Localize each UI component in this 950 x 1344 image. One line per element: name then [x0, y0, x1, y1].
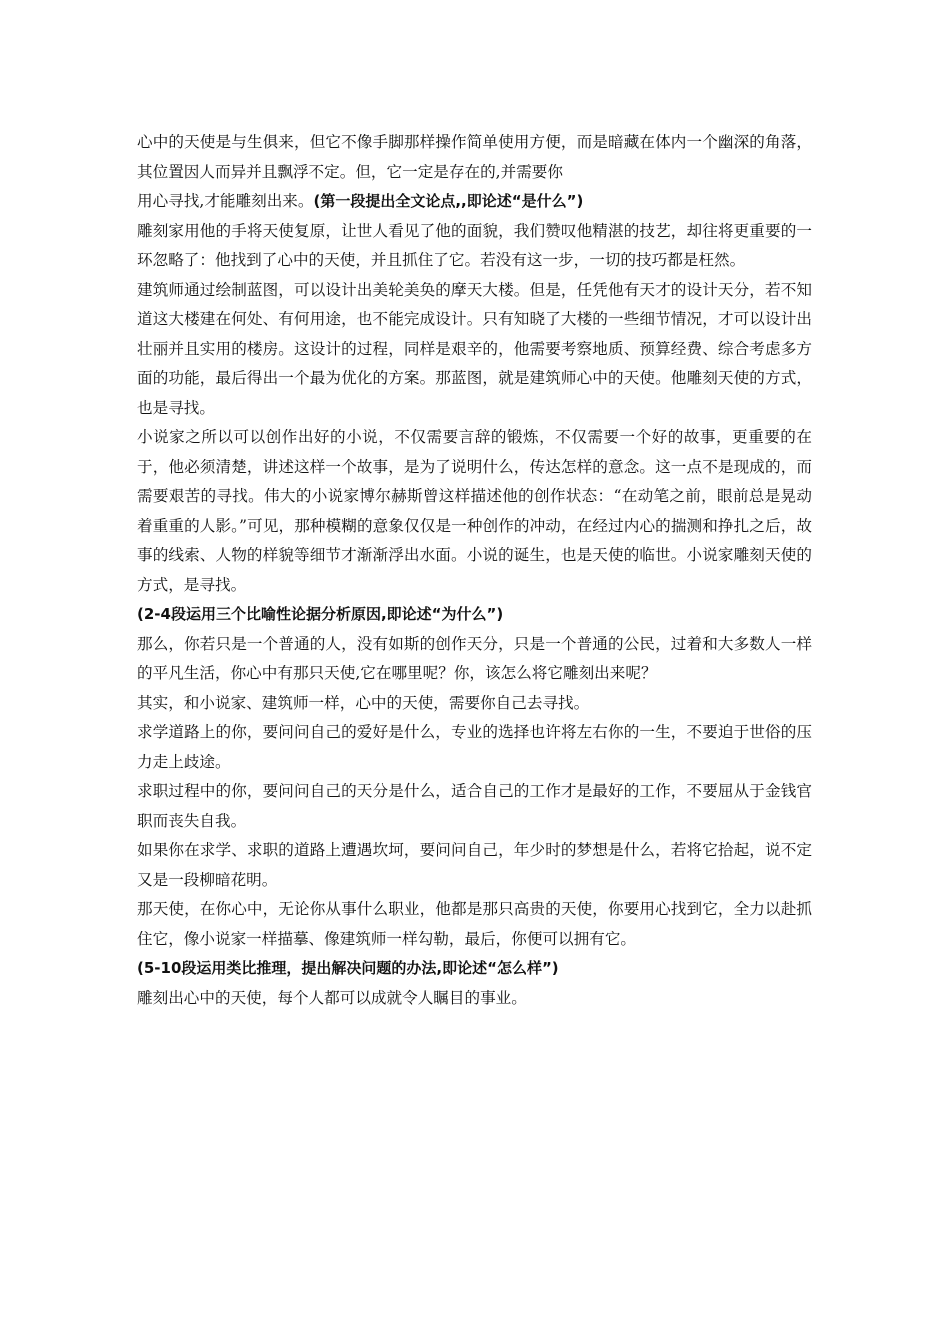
paragraph-3-text: 建筑师通过绘制蓝图，可以设计出美轮美奂的摩天大楼。但是，任凭他有天才的设计天分，若不知道这大楼建在何处、有何用途，也不能完成设计。只有知晓了大楼的一些细节情况，才可以设计出壮丽并且实用的楼房。这设计的过程，同样是艰辛的，他需要考察地质、预算经费、综合考虑多方面的功能，最后得出一个最为优化的方案。那蓝图，就是建筑师心中的天使。他雕刻天使的方式，也是寻找。: [137, 280, 812, 417]
annotation-5-10: [137, 954, 812, 984]
paragraph-5: [137, 630, 812, 689]
paragraph-5-text: 那么，你若只是一个普通的人，没有如斯的创作天分，只是一个普通的公民，过着和大多数人一样的平凡生活，你心中有那只天使,它在哪里呢？你，该怎么将它雕刻出来呢？: [137, 634, 812, 682]
paragraph-1-annotation: (第一段提出全文论点,,即论述“是什么”): [313, 192, 584, 210]
paragraph-1-text: 心中的天使是与生俱来，但它不像手脚那样操作简单使用方便，而是暗藏在体内一个幽深的角落，其位置因人而异并且飘浮不定。但，它一定是存在的,并需要你 用心寻找,才能雕刻出来。: [137, 133, 812, 210]
paragraph-9-text: 如果你在求学、求职的道路上遭遇坎坷，要问问自己，年少时的梦想是什么，若将它拾起，说不定又是一段柳暗花明。: [137, 841, 812, 889]
paragraph-8-text: 求职过程中的你，要问问自己的天分是什么，适合自己的工作才是最好的工作，不要屈从于金钱官职而丧失自我。: [137, 782, 812, 830]
paragraph-10: [137, 895, 812, 954]
paragraph-7: [137, 718, 812, 777]
paragraph-3: [137, 276, 812, 424]
paragraph-conclusion: [137, 984, 812, 1014]
paragraph-8: [137, 777, 812, 836]
paragraph-4-text: 小说家之所以可以创作出好的小说，不仅需要言辞的锻炼，不仅需要一个好的故事，更重要的在于，他必须清楚，讲述这样一个故事，是为了说明什么，传达怎样的意念。这一点不是现成的，而需要艰苦的寻找。伟大的小说家博尔赫斯曾这样描述他的创作状态：“在动笔之前，眼前总是晃动着重重的人影。”可见，那种模糊的意象仅仅是一种创作的冲动，在经过内心的揣测和挣扎之后，故事的线索、人物的样貌等细节才渐渐浮出水面。小说的诞生，也是天使的临世。小说家雕刻天使的方式，是寻找。: [137, 428, 812, 594]
document-body: [137, 128, 812, 1013]
paragraph-1: [137, 128, 812, 217]
paragraph-6: [137, 689, 812, 719]
paragraph-2: [137, 217, 812, 276]
annotation-2-4: [137, 600, 812, 630]
paragraph-conclusion-text: 雕刻出心中的天使，每个人都可以成就令人瞩目的事业。: [137, 988, 527, 1007]
paragraph-4: [137, 423, 812, 600]
paragraph-10-text: 那天使，在你心中，无论你从事什么职业，他都是那只高贵的天使，你要用心找到它，全力以赴抓住它，像小说家一样描摹、像建筑师一样勾勒，最后，你便可以拥有它。: [137, 900, 812, 948]
paragraph-9: [137, 836, 812, 895]
annotation-5-10-text: (5-10段运用类比推理，提出解决问题的办法,即论述“怎么样”): [137, 959, 559, 977]
annotation-2-4-text: (2-4段运用三个比喻性论据分析原因,即论述“为什么”): [137, 605, 504, 623]
paragraph-7-text: 求学道路上的你，要问问自己的爱好是什么，专业的选择也许将左右你的一生，不要迫于世俗的压力走上歧途。: [137, 723, 812, 771]
paragraph-2-text: 雕刻家用他的手将天使复原，让世人看见了他的面貌，我们赞叹他精湛的技艺，却往将更重要的一环忽略了：他找到了心中的天使，并且抓住了它。若没有这一步，一切的技巧都是枉然。: [137, 221, 812, 269]
paragraph-6-text: 其实，和小说家、建筑师一样，心中的天使，需要你自己去寻找。: [137, 693, 590, 712]
